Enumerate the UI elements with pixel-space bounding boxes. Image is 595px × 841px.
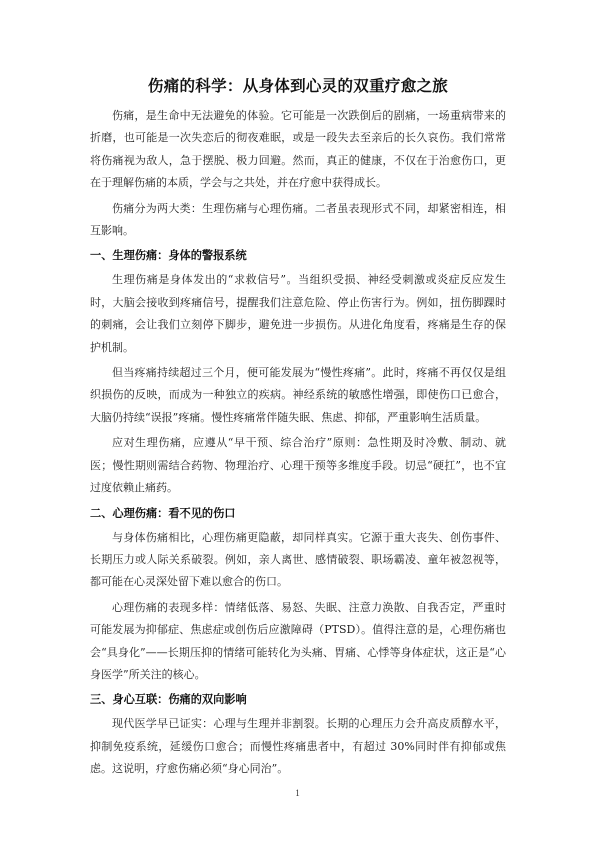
intro-paragraph: 伤痛分为两大类：生理伤痛与心理伤痛。二者虽表现形式不同，却紧密相连，相互影响。 — [90, 201, 506, 238]
section-heading: 三、身心互联：伤痛的双向影响 — [90, 693, 247, 707]
section-heading: 一、生理伤痛：身体的警报系统 — [90, 249, 247, 263]
page-number: 1 — [295, 788, 300, 798]
body-paragraph: 生理伤痛是身体发出的“求救信号”。当组织受损、神经受刺激或炎症反应发生时，大脑会接收到疼痛信号，提醒我们注意危险、停止伤害行为。例如，扭伤脚踝时的刺痛，会让我们立刻停下脚步，避免进一步损伤。从进化角度看，疼痛是生存的保护机制。 — [90, 273, 506, 354]
document-title: 伤痛的科学：从身体到心灵的双重疗愈之旅 — [147, 77, 449, 95]
section-heading: 二、心理伤痛：看不见的伤口 — [90, 506, 236, 520]
body-paragraph: 现代医学早已证实：心理与生理并非割裂。长期的心理压力会升高皮质醇水平，抑制免疫系统，延缓伤口愈合；而慢性疼痛患者中，有超过 30%同时伴有抑郁或焦虑。这说明，疗愈伤痛必须“身心同治”。 — [90, 717, 506, 776]
document-body — [90, 74, 506, 784]
section-physical-pain — [90, 245, 506, 499]
body-paragraph: 应对生理伤痛，应遵从“早干预、综合治疗”原则：急性期及时冷敷、制动、就医；慢性期则需结合药物、物理治疗、心理干预等多维度手段。切忌“硬扛”，也不宜过度依赖止痛药。 — [90, 436, 506, 495]
body-paragraph: 但当疼痛持续超过三个月，便可能发展为“慢性疼痛”。此时，疼痛不再仅仅是组织损伤的反映，而成为一种独立的疾病。神经系统的敏感性增强，即使伤口已愈合，大脑仍持续“误报”疼痛。慢性疼痛常伴随失眠、焦虑、抑郁，严重影响生活质量。 — [90, 366, 506, 424]
intro-paragraph: 伤痛，是生命中无法避免的体验。它可能是一次跌倒后的剧痛，一场重病带来的折磨，也可能是一次失恋后的彻夜难眠，或是一段失去至亲后的长久哀伤。我们常常将伤痛视为敌人，急于摆脱、极力回避。然而，真正的健康，不仅在于治愈伤口，更在于理解伤痛的本质，学会与之共处，并在疗愈中获得成长。 — [90, 109, 506, 190]
section-mind-body — [90, 689, 506, 780]
body-paragraph: 心理伤痛的表现多样：情绪低落、易怒、失眠、注意力涣散、自我否定，严重时可能发展为抑郁症、焦虑症或创伤后应激障碍（PTSD）。值得注意的是，心理伤痛也会“具身化”——长期压抑的情绪可能转化为头痛、胃痛、心悸等身体症状，这正是“心身医学”所关注的核心。 — [90, 600, 506, 681]
section-psychological-pain — [90, 503, 506, 687]
body-paragraph: 与身体伤痛相比，心理伤痛更隐蔽，却同样真实。它源于重大丧失、创伤事件、长期压力或人际关系破裂。例如，亲人离世、感情破裂、职场霸凌、童年被忽视等，都可能在心灵深处留下难以愈合的伤口。 — [90, 530, 506, 589]
